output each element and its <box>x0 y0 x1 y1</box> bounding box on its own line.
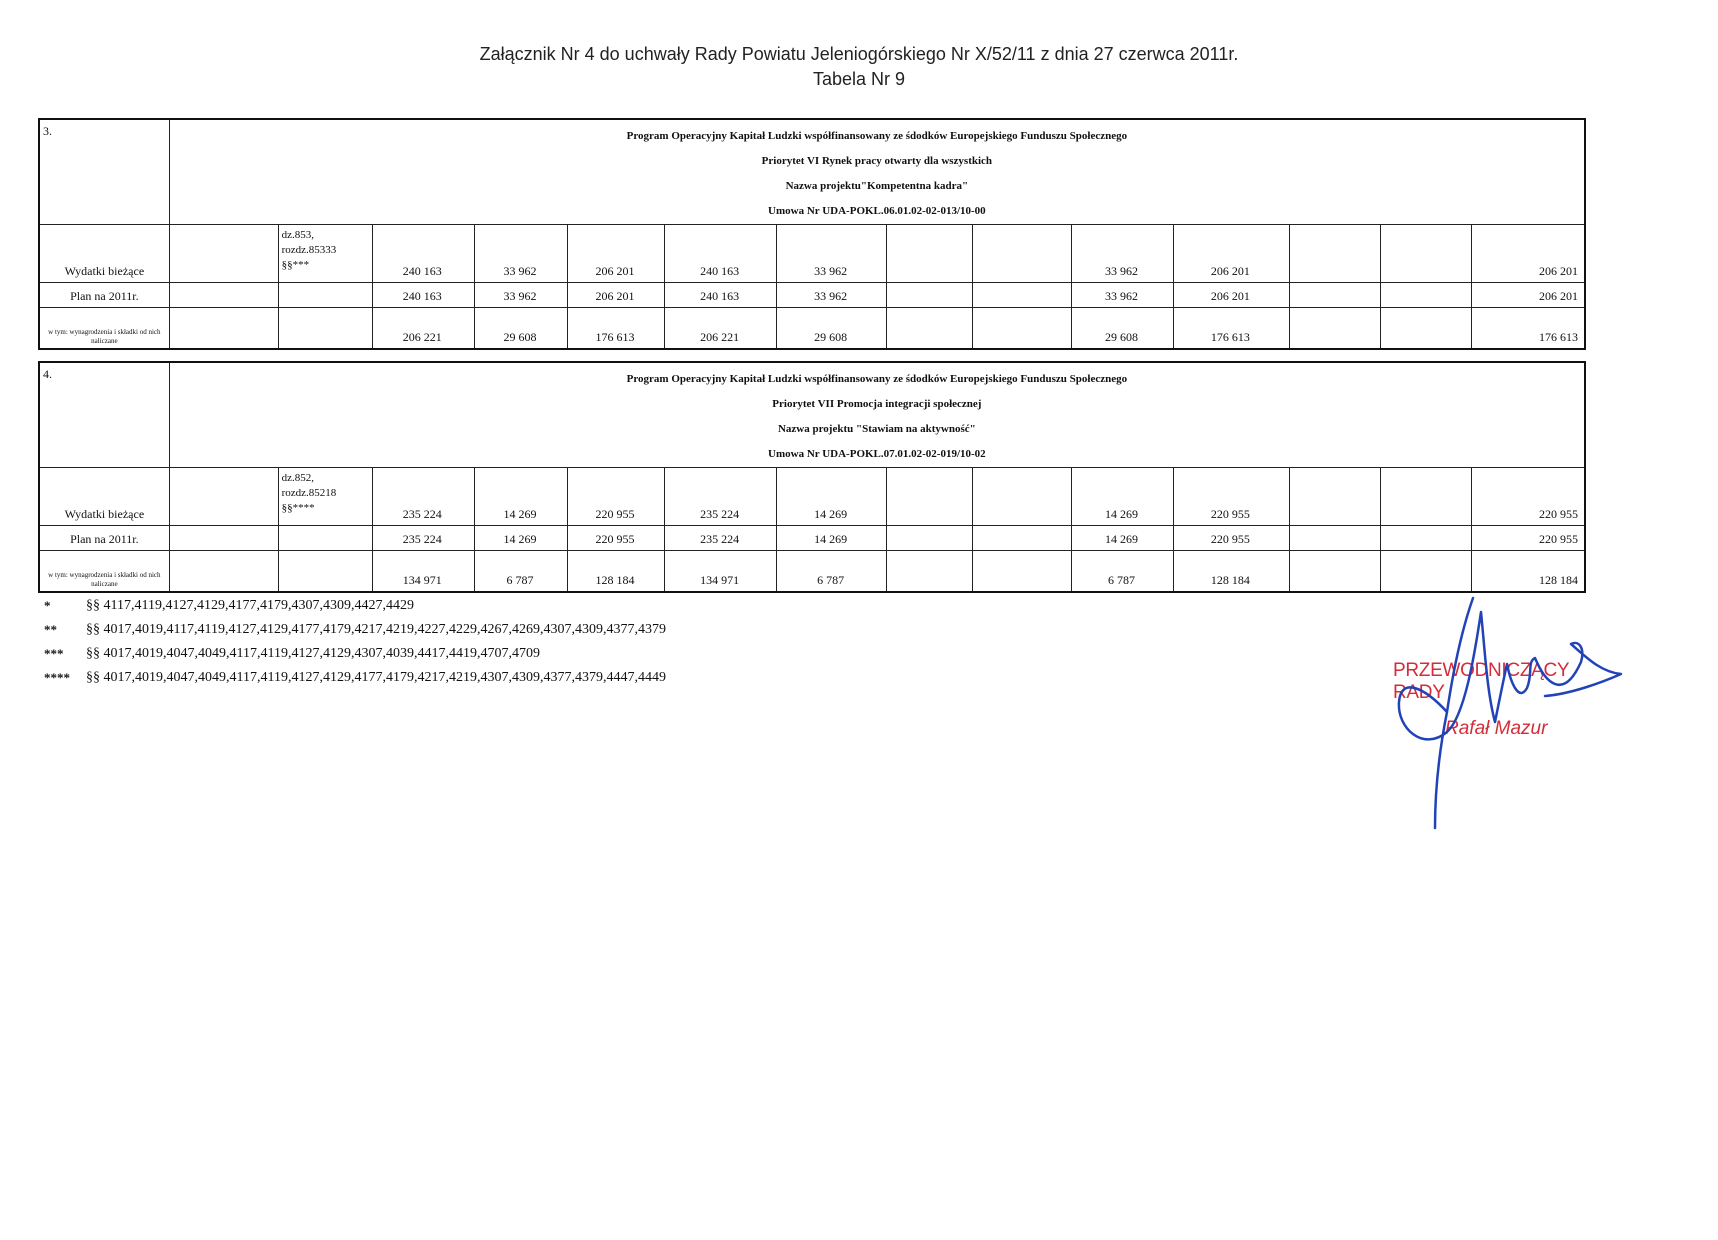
value-cell <box>1289 283 1381 308</box>
title-line: Priorytet VII Promocja integracji społecznej <box>772 398 982 410</box>
value-cell <box>887 551 972 592</box>
value-cell <box>972 468 1071 526</box>
value-cell: 128 184 <box>567 551 664 592</box>
value-cell: 33 962 <box>777 225 887 283</box>
footnote-text: §§ 4117,4119,4127,4129,4177,4179,4307,4309,4427,4429 <box>86 598 414 613</box>
footnote-text: §§ 4017,4019,4117,4119,4127,4129,4177,4179,4217,4219,4227,4229,4267,4269,4307,4309,4377,4379 <box>86 622 666 637</box>
value-cell: 33 962 <box>475 225 568 283</box>
title-line: Program Operacyjny Kapitał Ludzki współfinansowany ze śdodków Europejskiego Funduszu Społecznego <box>626 373 1128 385</box>
value-cell <box>887 225 972 283</box>
table-row <box>39 283 1585 308</box>
value-cell <box>887 283 972 308</box>
signature-icon <box>1395 592 1655 842</box>
value-cell: 14 269 <box>777 526 887 551</box>
value-cell <box>1289 225 1381 283</box>
footnote-mark: *** <box>44 646 64 661</box>
value-cell: 29 608 <box>1071 308 1173 349</box>
empty-cell <box>278 283 372 308</box>
value-cell <box>1289 308 1381 349</box>
title-line: Nazwa projektu"Kompetentna kadra" <box>785 180 969 192</box>
value-cell <box>1381 551 1472 592</box>
value-cell: 176 613 <box>1174 308 1289 349</box>
value-cell: 206 201 <box>1472 225 1585 283</box>
footnote-text: §§ 4017,4019,4047,4049,4117,4119,4127,4129,4177,4179,4217,4219,4307,4309,4377,4379,4447,4449 <box>86 670 666 685</box>
value-cell: 235 224 <box>665 468 777 526</box>
title-line: Program Operacyjny Kapitał Ludzki współfinansowany ze śdodków Europejskiego Funduszu Społecznego <box>626 130 1128 142</box>
value-cell: 220 955 <box>1174 468 1289 526</box>
value-cell: 220 955 <box>567 468 664 526</box>
value-cell: 206 201 <box>567 283 664 308</box>
value-cell: 14 269 <box>475 468 568 526</box>
footnote-mark: ** <box>44 622 57 637</box>
value-cell: 206 221 <box>665 308 777 349</box>
value-cell: 220 955 <box>567 526 664 551</box>
value-cell <box>1289 526 1381 551</box>
value-cell: 6 787 <box>475 551 568 592</box>
empty-cell <box>169 526 278 551</box>
value-cell: 14 269 <box>475 526 568 551</box>
value-cell: 134 971 <box>372 551 474 592</box>
value-cell: 206 201 <box>1174 225 1289 283</box>
section-number: 4. <box>39 362 169 468</box>
title-line: Umowa Nr UDA-POKL.07.01.02-02-019/10-02 <box>768 448 986 460</box>
section-number: 3. <box>39 119 169 225</box>
value-cell: 220 955 <box>1472 468 1585 526</box>
value-cell: 235 224 <box>372 526 474 551</box>
value-cell <box>1381 308 1472 349</box>
value-cell: 29 608 <box>777 308 887 349</box>
empty-cell <box>278 308 372 349</box>
row-label: Plan na 2011r. <box>39 283 169 308</box>
section-3-table <box>38 118 1586 350</box>
value-cell: 33 962 <box>1071 283 1173 308</box>
value-cell <box>972 283 1071 308</box>
value-cell: 206 221 <box>372 308 474 349</box>
footnotes <box>44 598 666 694</box>
signature-stroke <box>1399 598 1621 828</box>
table-row <box>39 526 1585 551</box>
value-cell: 220 955 <box>1472 526 1585 551</box>
row-label: w tym: wynagrodzenia i składki od nich naliczane <box>39 308 169 349</box>
value-cell: 235 224 <box>372 468 474 526</box>
value-cell: 235 224 <box>665 526 777 551</box>
value-cell <box>887 468 972 526</box>
footnote <box>44 646 666 670</box>
value-cell: 14 269 <box>777 468 887 526</box>
value-cell <box>887 526 972 551</box>
footnote <box>44 622 666 646</box>
value-cell <box>972 526 1071 551</box>
value-cell: 29 608 <box>475 308 568 349</box>
value-cell: 220 955 <box>1174 526 1289 551</box>
value-cell <box>972 225 1071 283</box>
table-row <box>39 468 1585 526</box>
table-row <box>39 551 1585 592</box>
value-cell <box>972 308 1071 349</box>
value-cell: 33 962 <box>777 283 887 308</box>
value-cell: 240 163 <box>372 225 474 283</box>
empty-cell <box>169 551 278 592</box>
section-4-table <box>38 361 1586 593</box>
row-label: Wydatki bieżące <box>39 468 169 526</box>
value-cell: 240 163 <box>665 283 777 308</box>
value-cell: 128 184 <box>1174 551 1289 592</box>
footnote-mark: * <box>44 598 51 613</box>
title-line: Umowa Nr UDA-POKL.06.01.02-02-013/10-00 <box>768 205 986 217</box>
value-cell <box>1289 468 1381 526</box>
empty-cell <box>169 283 278 308</box>
value-cell: 176 613 <box>567 308 664 349</box>
empty-cell <box>278 551 372 592</box>
empty-cell <box>278 526 372 551</box>
classification-cell: dz.853, rozdz.85333 §§*** <box>278 225 372 283</box>
stamp-title: PRZEWODNICZĄCY RADY <box>1393 660 1569 703</box>
title-line: Nazwa projektu "Stawiam na aktywność" <box>777 423 976 435</box>
value-cell <box>1381 468 1472 526</box>
table-row <box>39 308 1585 349</box>
row-label: w tym: wynagrodzenia i składki od nich naliczane <box>39 551 169 592</box>
value-cell <box>1289 551 1381 592</box>
value-cell: 176 613 <box>1472 308 1585 349</box>
table-number: Tabela Nr 9 <box>812 69 906 89</box>
value-cell: 33 962 <box>1071 225 1173 283</box>
value-cell: 240 163 <box>372 283 474 308</box>
stamp-name: Rafał Mazur <box>1445 718 1548 739</box>
value-cell: 14 269 <box>1071 468 1173 526</box>
section-title <box>169 119 1585 225</box>
value-cell <box>1381 283 1472 308</box>
value-cell <box>972 551 1071 592</box>
document-title: Załącznik Nr 4 do uchwały Rady Powiatu Jeleniogórskiego Nr X/52/11 z dnia 27 czerwca 2011r. <box>479 44 1239 64</box>
value-cell: 6 787 <box>777 551 887 592</box>
value-cell: 206 201 <box>1472 283 1585 308</box>
value-cell <box>1381 526 1472 551</box>
value-cell <box>887 308 972 349</box>
classification-cell: dz.852, rozdz.85218 §§**** <box>278 468 372 526</box>
value-cell: 14 269 <box>1071 526 1173 551</box>
value-cell: 206 201 <box>567 225 664 283</box>
table-row <box>39 225 1585 283</box>
footnote <box>44 598 666 622</box>
row-label: Wydatki bieżące <box>39 225 169 283</box>
footnote-mark: **** <box>44 670 70 685</box>
value-cell: 33 962 <box>475 283 568 308</box>
title-line: Priorytet VI Rynek pracy otwarty dla wszystkich <box>761 155 993 167</box>
value-cell: 240 163 <box>665 225 777 283</box>
value-cell <box>1381 225 1472 283</box>
footnote-text: §§ 4017,4019,4047,4049,4117,4119,4127,4129,4307,4039,4417,4419,4707,4709 <box>86 646 540 661</box>
row-label: Plan na 2011r. <box>39 526 169 551</box>
value-cell: 128 184 <box>1472 551 1585 592</box>
value-cell: 134 971 <box>665 551 777 592</box>
empty-cell <box>169 308 278 349</box>
empty-cell <box>169 225 278 283</box>
section-title <box>169 362 1585 468</box>
empty-cell <box>169 468 278 526</box>
footnote <box>44 670 666 694</box>
value-cell: 206 201 <box>1174 283 1289 308</box>
value-cell: 6 787 <box>1071 551 1173 592</box>
